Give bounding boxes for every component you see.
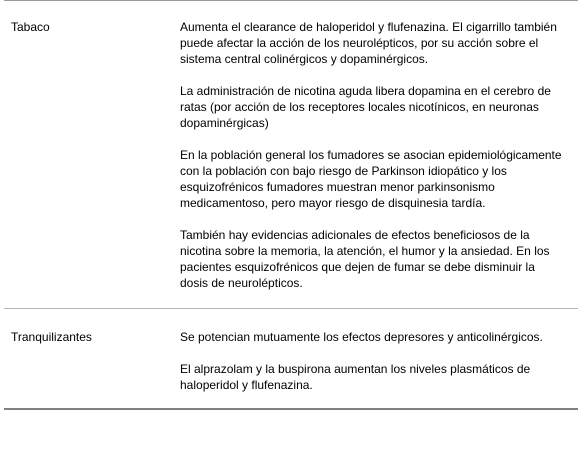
table-row-tabaco	[4, 1, 578, 309]
description-paragraph: En la población general los fumadores se asocian epidemiológicamente con la población con bajo riesgo de Parkinson idiopático y los esquizofrénicos fumadores muestran menor parkinsonismo medicamentoso, pero mayor riesgo de disquinesia tardía.	[180, 148, 562, 210]
table-row-tranquilizantes	[4, 309, 578, 410]
description-paragraph: La administración de nicotina aguda libera dopamina en el cerebro de ratas (por acción de los receptores locales nicotínicos, en neuronas dopaminérgicas)	[180, 84, 551, 130]
description-paragraph: Se potencian mutuamente los efectos depresores y anticolinérgicos.	[180, 330, 543, 344]
row-label: Tabaco	[11, 20, 50, 34]
description-paragraph: También hay evidencias adicionales de efectos beneficiosos de la nicotina sobre la memoria, la atención, el humor y la ansiedad. En los pacientes esquizofrénicos que dejen de fumar se debe disminuir la dosis de neurolépticos.	[180, 228, 550, 290]
row-label: Tranquilizantes	[11, 330, 92, 344]
description-paragraph: El alprazolam y la buspirona aumentan los niveles plasmáticos de haloperidol y flufenazina.	[180, 362, 531, 392]
interactions-table	[4, 0, 578, 410]
row-description	[174, 329, 564, 393]
description-paragraph: Aumenta el clearance de haloperidol y flufenazina. El cigarrillo también puede afectar la acción de los neurolépticos, por su acción sobre el sistema central colinérgicos y dopaminérgicos.	[180, 20, 557, 66]
row-description	[174, 19, 564, 291]
